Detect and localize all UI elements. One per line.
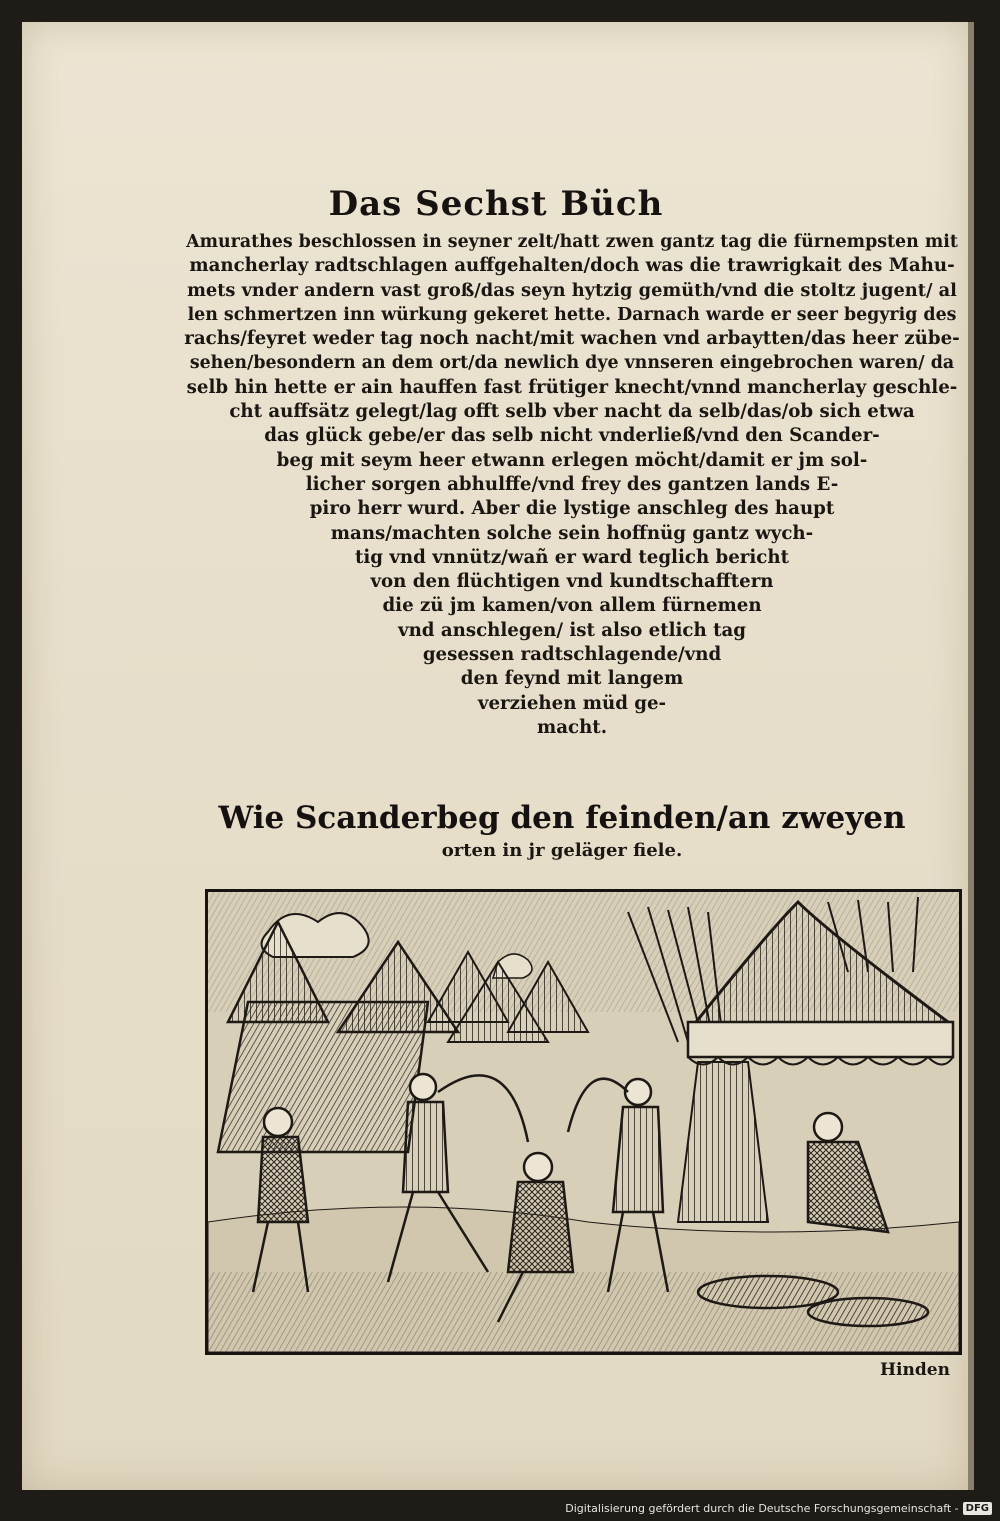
body-line: mans/machten solche sein hoffnüg gantz wych- xyxy=(330,522,814,544)
digitization-footer xyxy=(565,1502,992,1515)
chapter-heading: Wie Scanderbeg den feinden/an zweyen xyxy=(218,800,906,836)
page-edge xyxy=(968,22,974,1490)
catchword: Hinden xyxy=(880,1360,950,1380)
body-line: die zü jm kamen/von allem fürnemen xyxy=(382,595,762,617)
body-line: rachs/feyret weder tag noch nacht/mit wachen vnd arbaytten/das heer zübe- xyxy=(184,328,960,350)
body-line: mets vnder andern vast groß/das seyn hytzig gemüth/vnd die stoltz jugent/ al xyxy=(187,279,957,301)
body-line: piro herr wurd. Aber die lystige anschleg des haupt xyxy=(309,498,835,520)
body-line: gesessen radtschlagende/vnd xyxy=(422,644,722,666)
running-header: Das Sechst Büch xyxy=(328,184,664,224)
body-line: tig vnd vnnütz/wañ er ward teglich bericht xyxy=(355,546,789,568)
footer-text: Digitalisierung gefördert durch die Deutsche Forschungsgemeinschaft - xyxy=(565,1502,959,1515)
body-text xyxy=(182,230,962,740)
body-line: beg mit seym heer etwann erlegen möcht/damit er jm sol- xyxy=(276,449,868,471)
body-line: sehen/besondern an dem ort/da newlich dye vnnseren eingebrochen waren/ da xyxy=(189,353,955,374)
chapter-heading-sub: orten in jr geläger fiele. xyxy=(441,840,683,861)
body-line: das glück gebe/er das selb nicht vnderließ/vnd den Scander- xyxy=(264,425,880,447)
body-line: cht auffsätz gelegt/lag offt selb vber nacht da selb/das/ob sich etwa xyxy=(229,401,915,423)
body-line: licher sorgen abhulffe/vnd frey des gantzen lands E- xyxy=(305,473,839,495)
woodcut-battle-scene xyxy=(208,892,959,1352)
body-line: Amurathes beschlossen in seyner zelt/hatt zwen gantz tag die fürnempsten mit xyxy=(186,232,958,252)
body-line: vnd anschlegen/ ist also etlich tag xyxy=(398,619,746,641)
book-page xyxy=(22,22,970,1490)
body-line: macht. xyxy=(536,716,608,738)
body-line: mancherlay radtschlagen auffgehalten/doch was die trawrigkait des Mahu- xyxy=(189,255,955,277)
body-line: selb hin hette er ain hauffen fast frütiger knecht/vnnd mancherlay geschle- xyxy=(186,376,958,398)
body-line: den feynd mit langem xyxy=(460,668,684,690)
body-line: verziehen müd ge- xyxy=(477,692,667,714)
body-line: von den flüchtigen vnd kundtschafftern xyxy=(370,571,774,593)
body-line: len schmertzen inn würkung gekeret hette. Darnach warde er seer begyrig des xyxy=(187,304,957,325)
dfg-logo: DFG xyxy=(963,1502,992,1515)
woodcut-illustration xyxy=(205,889,962,1355)
